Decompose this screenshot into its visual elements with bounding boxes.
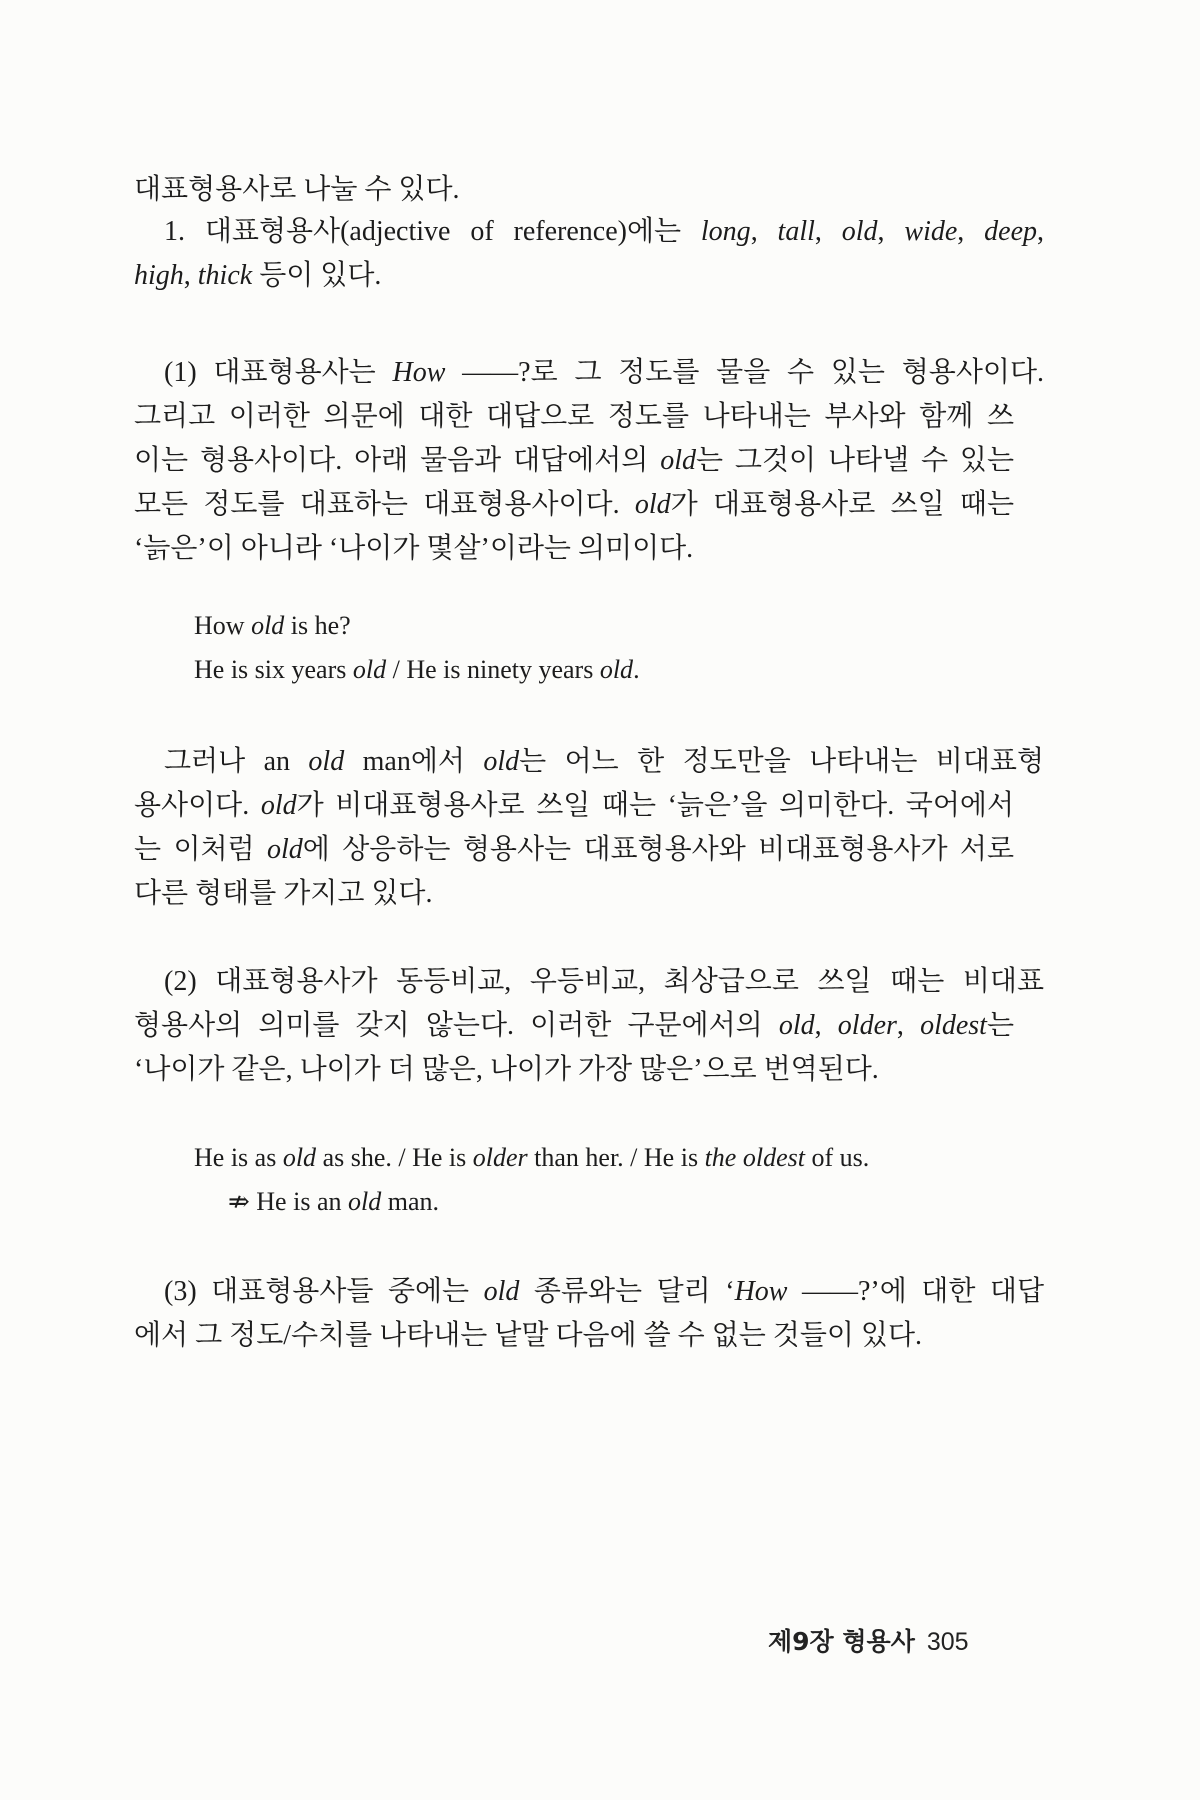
italic-term: How: [392, 357, 446, 388]
italic-term: older: [837, 1010, 897, 1041]
italic-term: old: [483, 746, 520, 777]
italic-term: thick: [197, 260, 253, 291]
paragraph-line: 그리고 이러한 의문에 대한 대답으로 정도를 나타내는 부사와 함께 쓰: [134, 401, 1014, 432]
italic-term: old: [308, 746, 345, 777]
italic-term: old: [347, 1187, 382, 1216]
example-sentence: He is as old as she. / He is older than her. / He is the oldest of us.: [194, 1143, 870, 1172]
italic-term: tall: [777, 216, 815, 247]
paragraph-line: 대표형용사로 나눌 수 있다.: [134, 174, 460, 205]
italic-term: old: [352, 655, 387, 684]
paragraph-line: high, thick 등이 있다.: [134, 260, 382, 291]
italic-term: the oldest: [704, 1143, 805, 1172]
paragraph-line: (2) 대표형용사가 동등비교, 우등비교, 최상급으로 쓰일 때는 비대표: [164, 966, 1044, 997]
paragraph-line: (1) 대표형용사는 How ——?로 그 정도를 물을 수 있는 형용사이다.: [164, 357, 1045, 388]
example-sentence: ⇏ He is an old man.: [228, 1187, 439, 1216]
page-number: 305: [926, 1628, 969, 1656]
paragraph-line: 형용사의 의미를 갖지 않는다. 이러한 구문에서의 old, older, oldest는: [134, 1010, 1015, 1041]
italic-term: old: [260, 790, 297, 821]
italic-term: wide: [904, 216, 958, 247]
italic-term: old: [634, 489, 671, 520]
italic-term: old: [841, 216, 878, 247]
italic-term: oldest: [920, 1010, 987, 1041]
italic-term: How: [734, 1276, 788, 1307]
italic-term: old: [282, 1143, 317, 1172]
example-sentence: He is six years old / He is ninety years old.: [194, 655, 640, 684]
paragraph-line: 에서 그 정도/수치를 나타내는 낱말 다음에 쓸 수 없는 것들이 있다.: [134, 1320, 923, 1351]
italic-term: old: [267, 834, 303, 865]
italic-term: older: [472, 1143, 528, 1172]
paragraph-line: 1. 대표형용사(adjective of reference)에는 long, tall, old, wide, deep,: [164, 216, 1044, 247]
italic-term: long: [700, 216, 751, 247]
page-footer: [768, 1625, 969, 1659]
italic-term: old: [483, 1276, 520, 1307]
italic-term: old: [599, 655, 634, 684]
paragraph-line: 모든 정도를 대표하는 대표형용사이다. old가 대표형용사로 쓰일 때는: [134, 489, 1014, 520]
italic-term: old: [251, 611, 285, 640]
paragraph-line: 그러나 an old man에서 old는 어느 한 정도만을 나타내는 비대표형: [164, 746, 1044, 777]
paragraph-line: 는 이처럼 old에 상응하는 형용사는 대표형용사와 비대표형용사가 서로: [134, 834, 1014, 865]
paragraph-line: 다른 형태를 가지고 있다.: [134, 878, 433, 909]
paragraph-line: (3) 대표형용사들 중에는 old 종류와는 달리 ‘How ——?’에 대한 대답: [164, 1276, 1044, 1307]
italic-term: old: [660, 445, 696, 476]
paragraph-line: ‘나이가 같은, 나이가 더 많은, 나이가 가장 많은’으로 번역된다.: [134, 1054, 879, 1085]
paragraph-line: ‘늙은’이 아니라 ‘나이가 몇살’이라는 의미이다.: [134, 533, 694, 564]
chapter-title: 제9장 형용사: [768, 1627, 915, 1656]
paragraph-line: 이는 형용사이다. 아래 물음과 대답에서의 old는 그것이 나타낼 수 있는: [134, 445, 1014, 476]
italic-term: high: [134, 260, 184, 291]
italic-term: old: [778, 1010, 815, 1041]
example-sentence: How old is he?: [194, 611, 351, 640]
paragraph-line: 용사이다. old가 비대표형용사로 쓰일 때는 ‘늙은’을 의미한다. 국어에서: [134, 790, 1014, 821]
italic-term: deep: [984, 216, 1037, 247]
